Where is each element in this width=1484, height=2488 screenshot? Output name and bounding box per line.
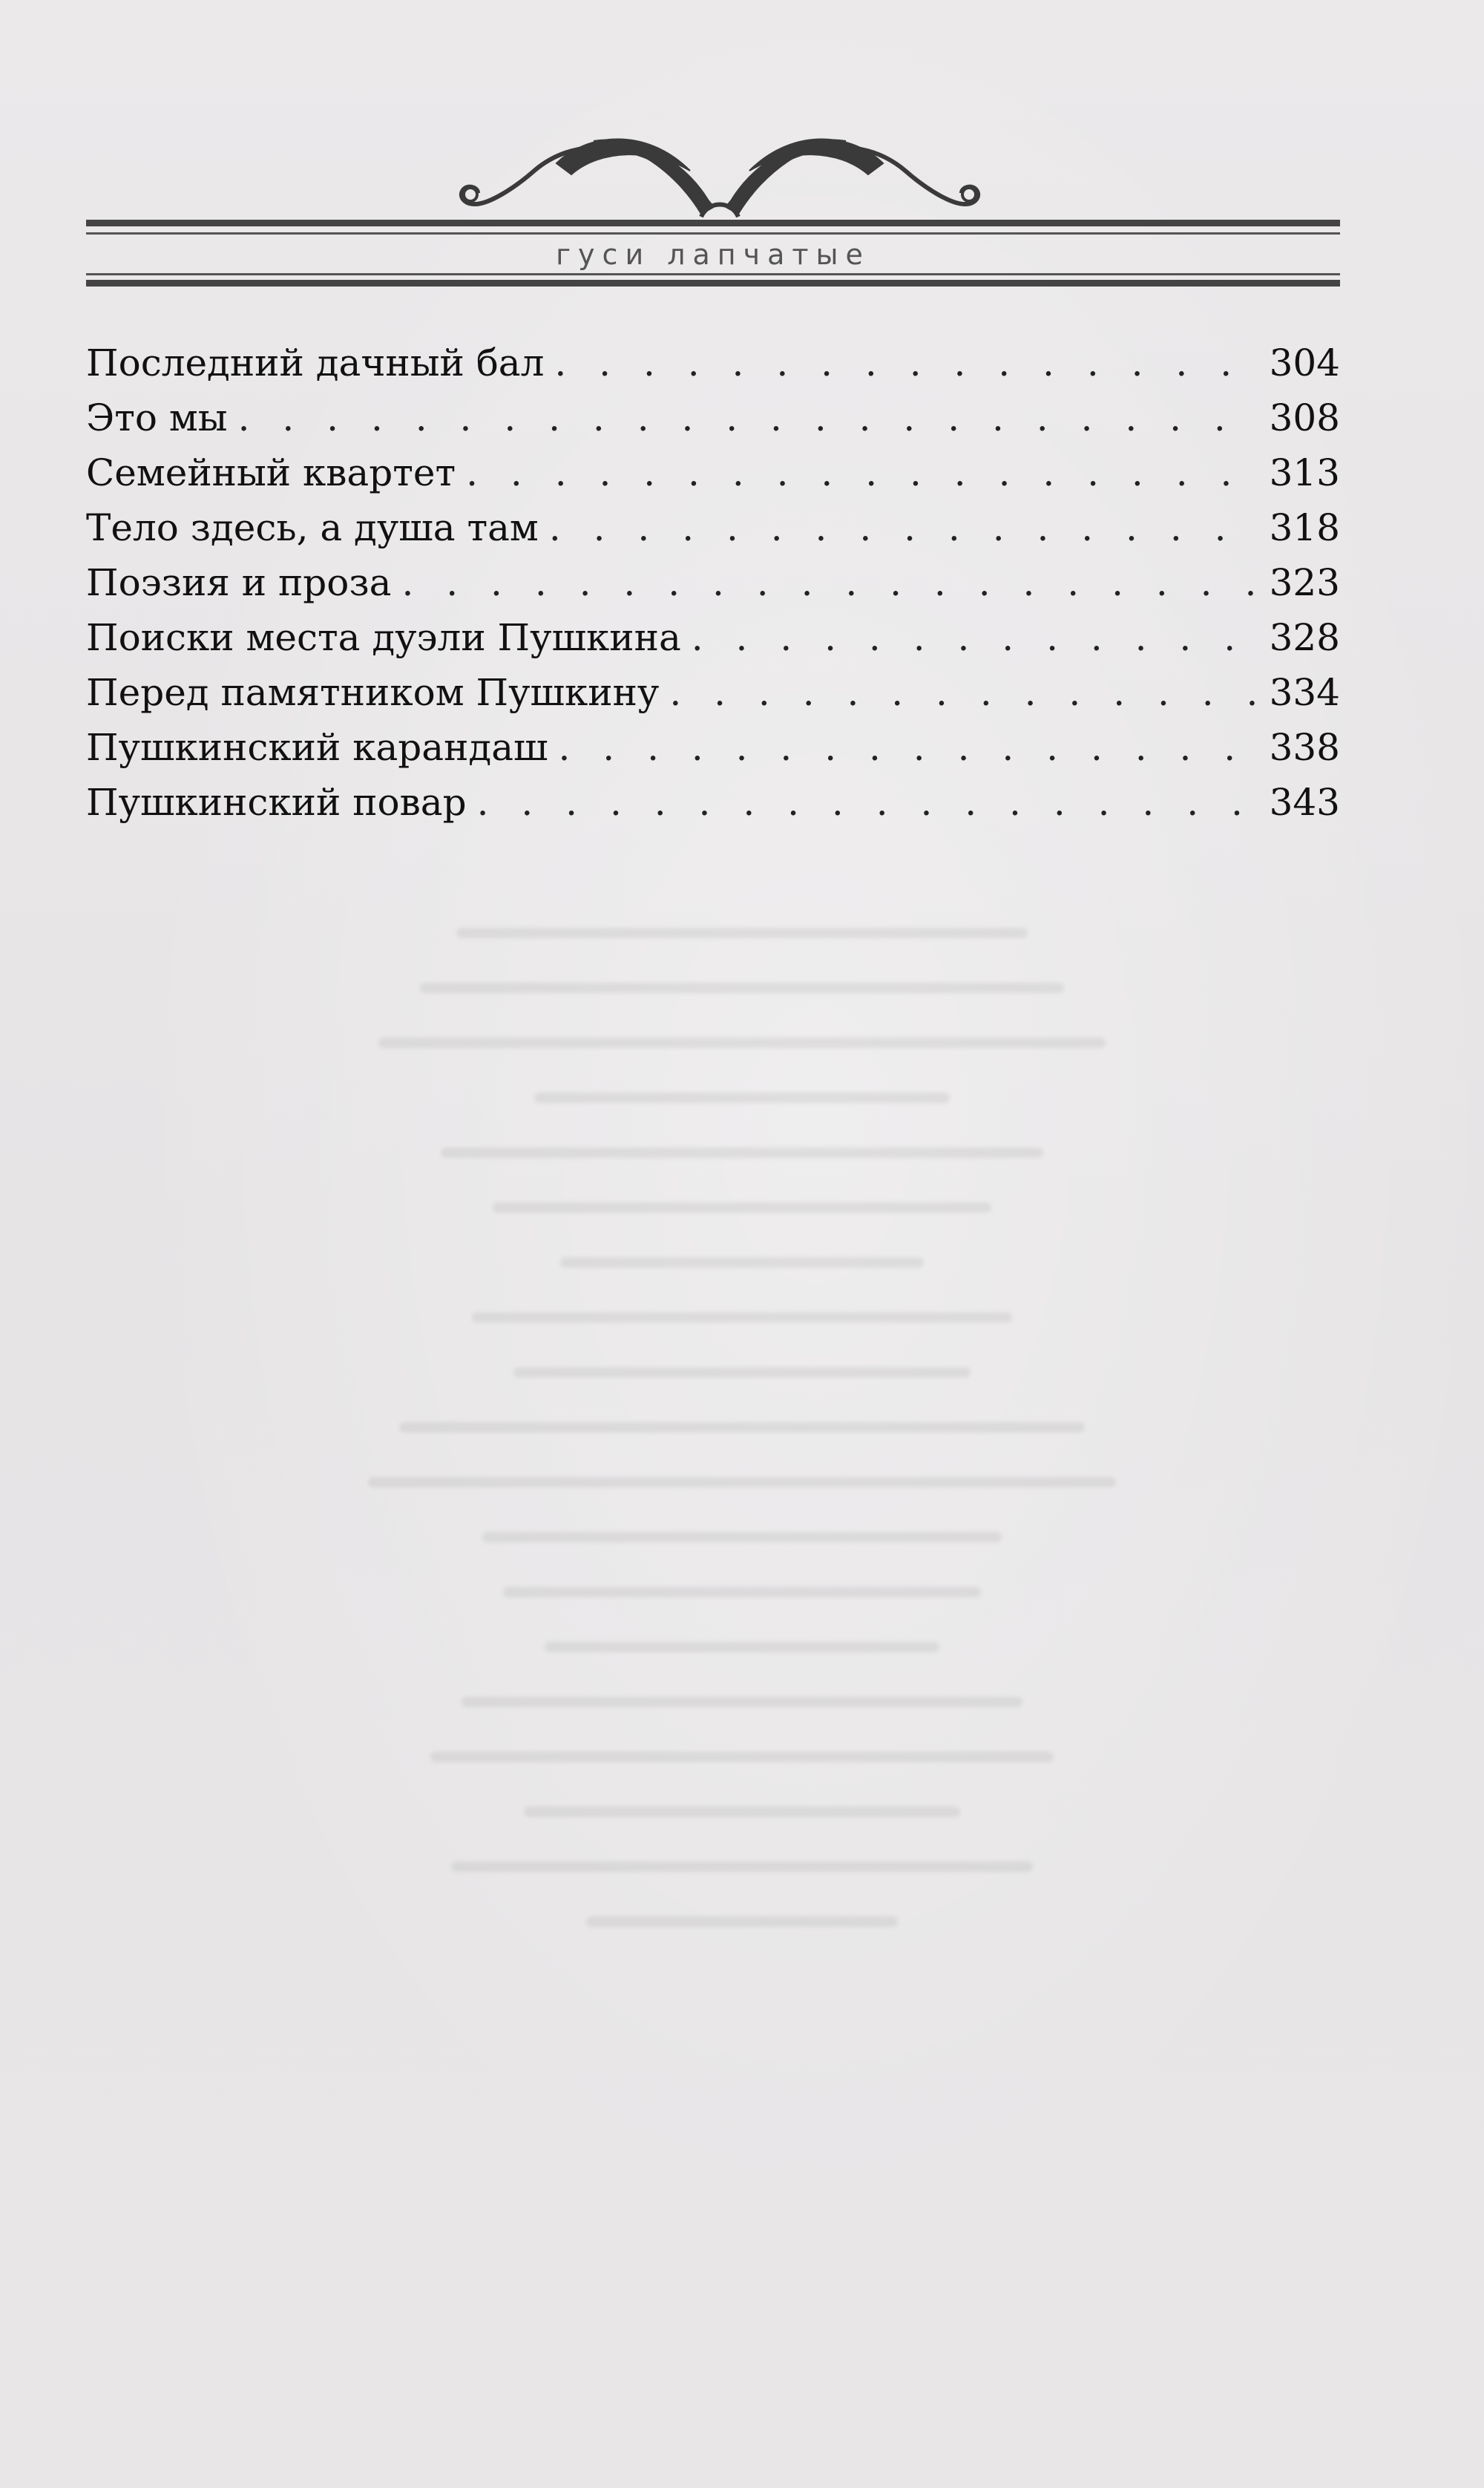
dot-leader — [692, 610, 1259, 665]
toc-entry — [86, 610, 1340, 665]
running-head: гуси лапчатые — [556, 238, 870, 271]
toc-entry-page: 308 — [1269, 396, 1340, 439]
dot-leader — [238, 390, 1259, 445]
toc-entry-page: 323 — [1269, 561, 1340, 604]
toc-entry-title: Поэзия и проза — [86, 561, 392, 604]
header-rule-thin — [86, 273, 1340, 275]
dot-leader — [549, 500, 1259, 555]
header-rule-thick — [86, 220, 1340, 226]
toc-entry — [86, 390, 1340, 445]
toc-entry-page: 338 — [1269, 726, 1340, 769]
dot-leader — [554, 335, 1258, 390]
toc-entry-title: Последний дачный бал — [86, 341, 545, 384]
dot-leader — [477, 775, 1259, 830]
toc-entry-title: Перед памятником Пушкину — [86, 671, 660, 714]
toc-entry — [86, 665, 1340, 720]
dot-leader — [466, 445, 1258, 500]
toc-entry-page: 318 — [1269, 506, 1340, 549]
toc-entry-page: 304 — [1269, 341, 1340, 384]
toc-entry-title: Это мы — [86, 396, 228, 439]
toc-entry — [86, 445, 1340, 500]
toc-entry-page: 334 — [1269, 671, 1340, 714]
toc-entry-title: Семейный квартет — [86, 451, 456, 494]
toc-entry-title: Пушкинский карандаш — [86, 726, 548, 769]
show-through-texture — [223, 928, 1261, 2338]
toc-entry — [86, 335, 1340, 390]
dot-leader — [669, 665, 1258, 720]
header-rule-thick — [86, 280, 1340, 287]
toc-entry-page: 313 — [1269, 451, 1340, 494]
table-of-contents — [86, 335, 1340, 830]
toc-entry-page: 343 — [1269, 781, 1340, 824]
dot-leader — [401, 555, 1258, 610]
dot-leader — [559, 720, 1259, 775]
toc-entry-title: Поиски места дуэли Пушкина — [86, 616, 681, 659]
toc-entry — [86, 720, 1340, 775]
toc-entry — [86, 500, 1340, 555]
toc-entry-page: 328 — [1269, 616, 1340, 659]
scroll-ornament-icon — [445, 119, 994, 230]
header-rule-thin — [86, 232, 1340, 235]
toc-entry — [86, 775, 1340, 830]
toc-entry-title: Пушкинский повар — [86, 781, 467, 824]
toc-entry-title: Тело здесь, а душа там — [86, 506, 539, 549]
toc-entry — [86, 555, 1340, 610]
